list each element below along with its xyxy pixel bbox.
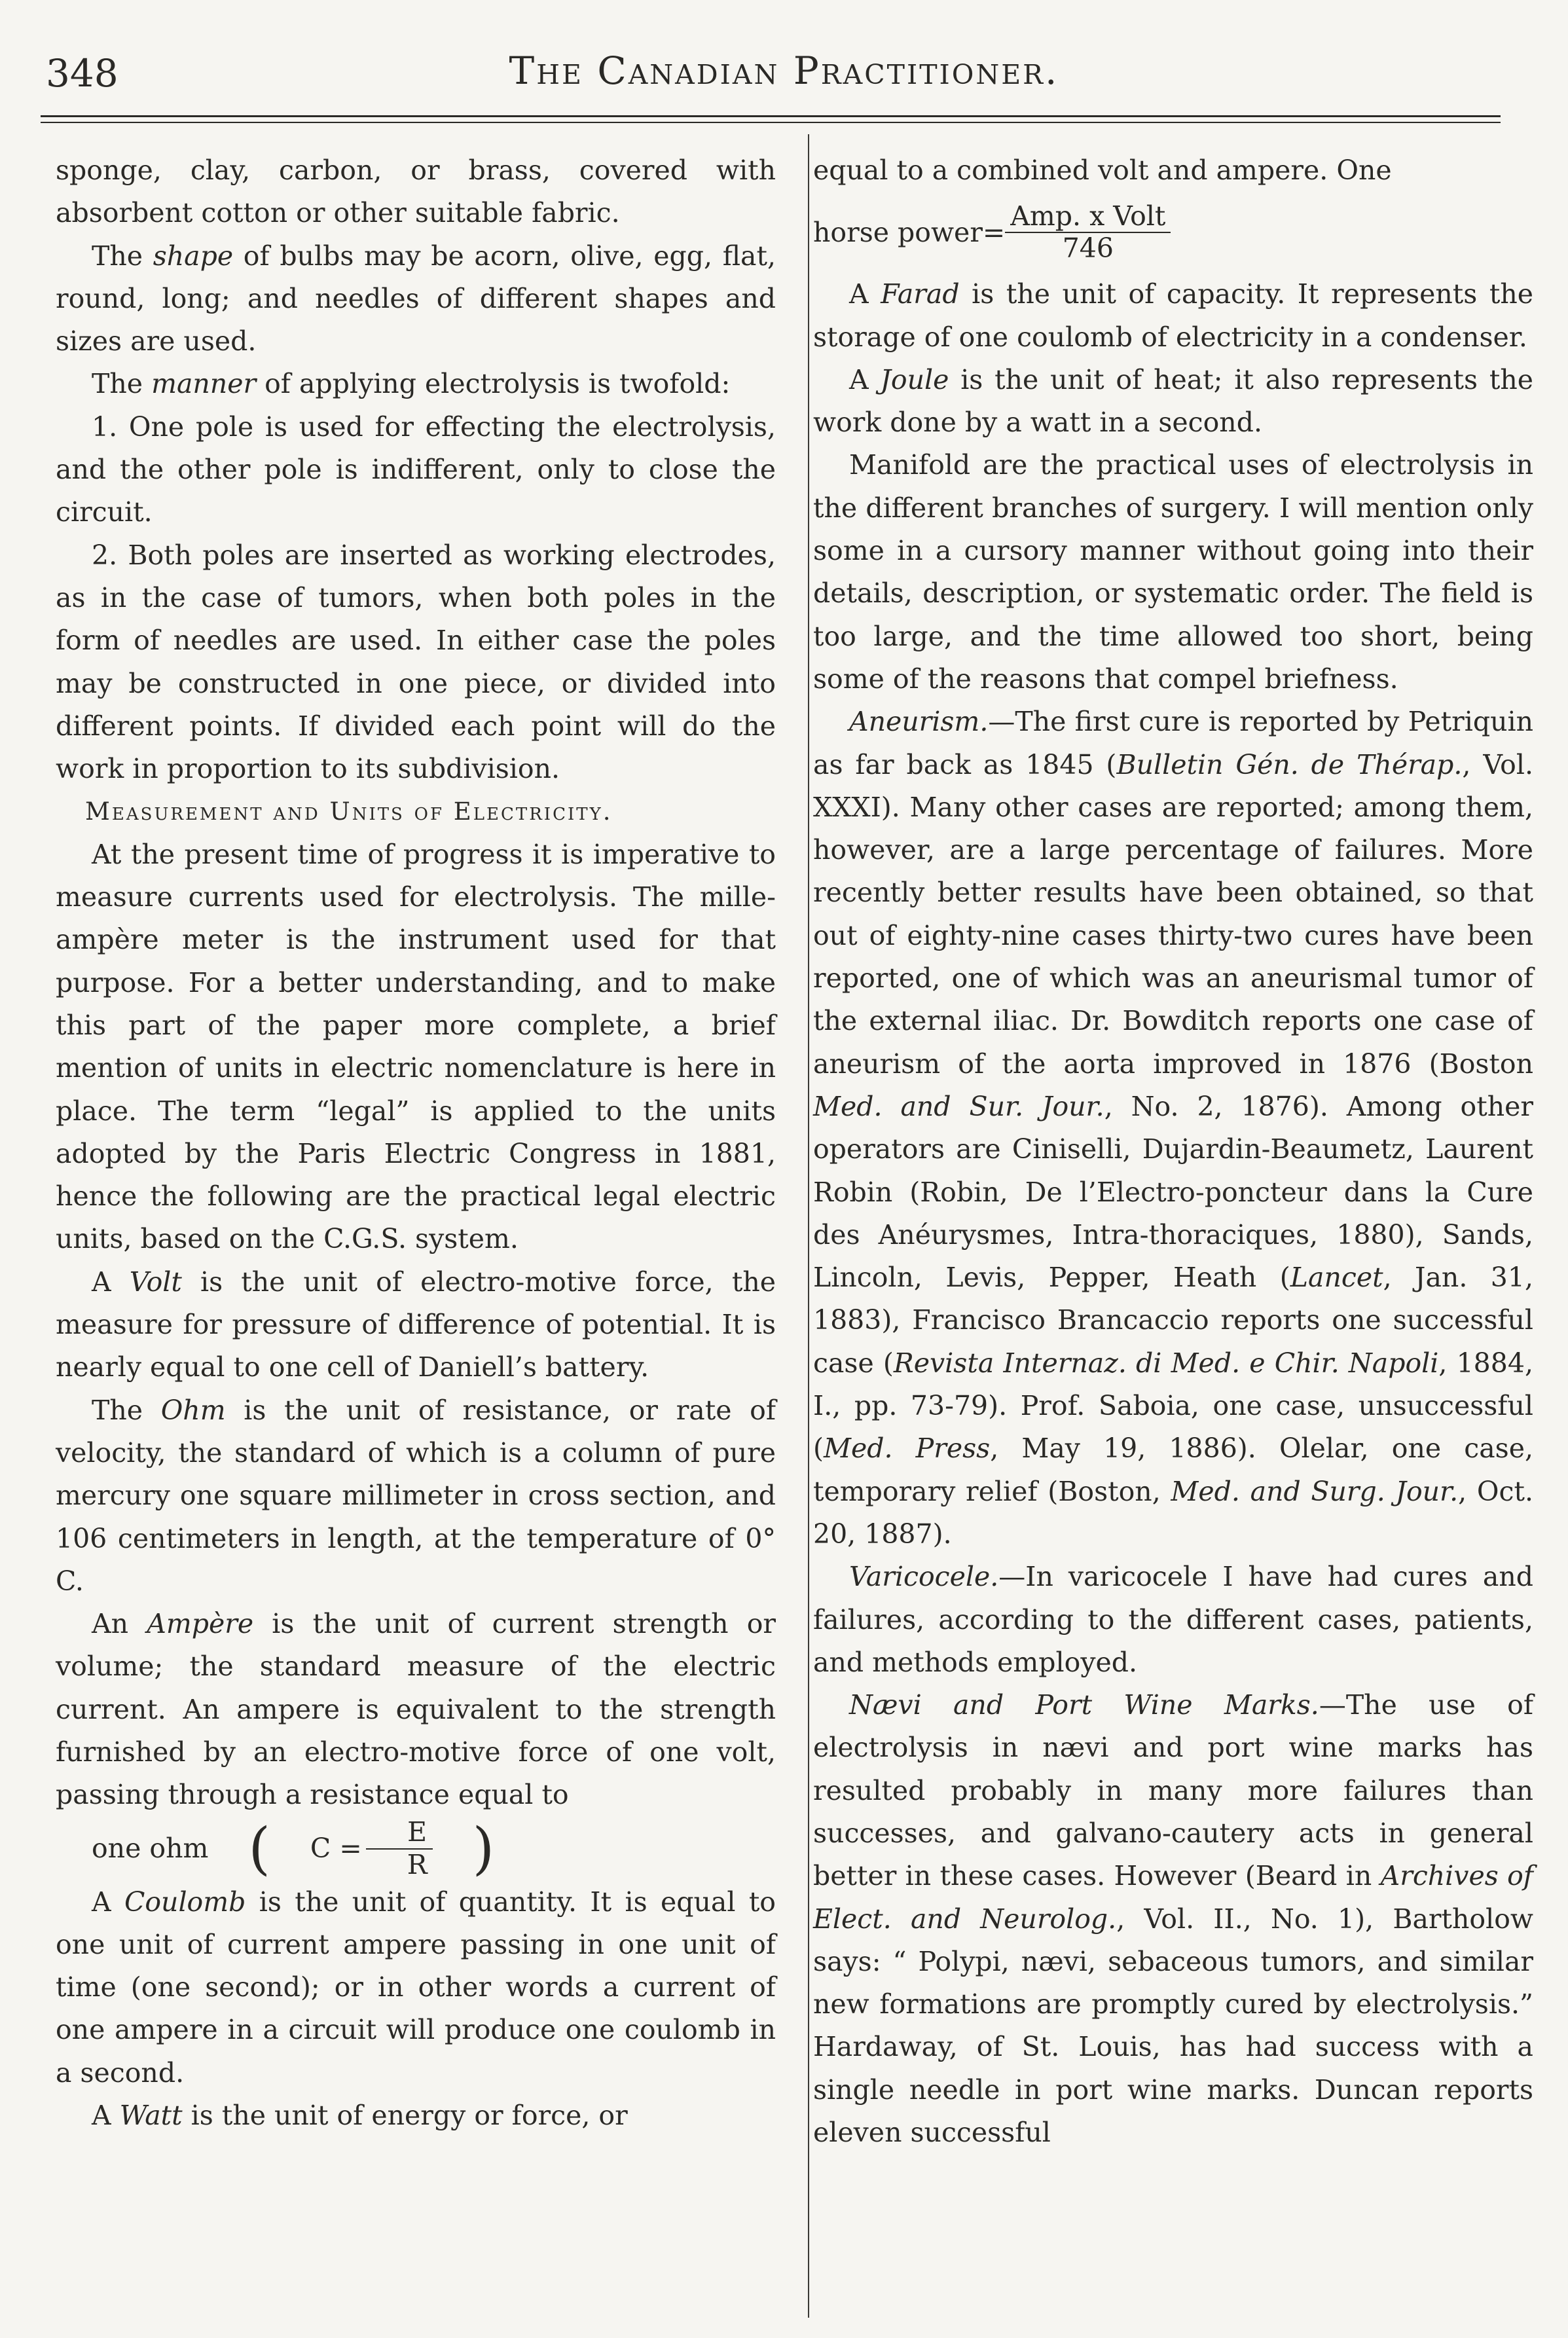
page-number: 348 (46, 51, 119, 96)
paragraph: sponge, clay, carbon, or brass, covered with absorbent cotton or other suitable fabric. (56, 155, 776, 229)
paragraph: A Farad is the unit of capacity. It represents the storage of one coulomb of electricity in a condenser. (813, 278, 1533, 353)
header-rule (41, 115, 1501, 117)
section-heading: Measurement and Units of Electricity. (85, 797, 613, 826)
fraction: $\frac{E}{R}$ (366, 1817, 433, 1880)
paragraph: Nævi and Port Wine Marks.—The use of electrolysis in nævi and port wine marks has resulted probably in many more failures than successes, and galvano-cautery acts in general better in these cases. However (Beard in Archives of Elect. and Neurolog., Vol. II., No. 1), Bartholow says: “ Polypi, nævi, sebaceous tumors, and similar new formations are promptly cured by electrolysis.” Hardaway, of St. Louis, has had success with a single needle in port wine marks. Duncan reports eleven successful (813, 1689, 1533, 2149)
fraction: $\frac{\text{Amp. x Volt}}{746}$ (1005, 201, 1171, 264)
paragraph: A Coulomb is the unit of quantity. It is equal to one unit of current ampere passing in one unit of time (one second); or in other words a current of one ampere in a circuit will produce one coulomb in a second. (56, 1886, 776, 2089)
left-column (56, 149, 776, 2137)
paragraph: A Watt is the unit of energy or force, or (92, 2100, 628, 2132)
right-column (813, 149, 1533, 2154)
running-head: The Canadian Practitioner. (509, 48, 1059, 93)
paragraph: 1. One pole is used for effecting the electrolysis, and the other pole is indifferent, only to close the circuit. (56, 411, 776, 528)
paragraph: A Joule is the unit of heat; it also represents the work done by a watt in a second. (813, 363, 1533, 439)
ohm-formula: one ohm ( C = $\frac{E}{R}$ ) (92, 1816, 495, 1882)
paragraph: Varicocele.—In varicocele I have had cures and failures, according to the different cases, patients, and methods employed. (813, 1561, 1533, 1678)
paragraph: At the present time of progress it is imperative to measure currents used for electrolysis. The mille-ampère meter is the instrument used for that purpose. For a better understanding, and to make this part of the paper more complete, a brief mention of units in electric nomenclature is here in place. The term “legal” is applied to the units adopted by the Paris Electric Congress in 1881, hence the following are the practical legal electric units, based on the C.G.S. system. (56, 838, 776, 1255)
paragraph: A Volt is the unit of electro-motive force, the measure for pressure of difference of potential. It is nearly equal to one cell of Daniell’s battery. (56, 1266, 776, 1383)
paragraph: Aneurism.—The first cure is reported by Petriquin as far back as 1845 (Bulletin Gén. de Thérap., Vol. XXXI). Many other cases are reported; among them, however, are a large percentage of failures. More recently better results have been obtained, so that out of eighty-nine cases thirty-two cures have been reported, one of which was an aneurismal tumor of the external iliac. Dr. Bowditch reports one case of aneurism of the aorta improved in 1876 (Boston Med. and Sur. Jour., No. 2, 1876). Among other operators are Ciniselli, Dujardin-Beaumetz, Laurent Robin (Robin, De l’Electro-poncteur dans la Cure des Anéurysmes, Intra-thoraciques, 1880), Sands, Lincoln, Levis, Pepper, Heath (Lancet, Jan. 31, 1883), Francisco Brancaccio reports one successful case (Revista Internaz. di Med. e Chir. Napoli, 1884, I., pp. 73-79). Prof. Saboia, one case, unsuccessful (Med. Press, May 19, 1886). Olelar, one case, temporary relief (Boston, Med. and Surg. Jour., Oct. 20, 1887). (813, 706, 1533, 1550)
paragraph: Manifold are the practical uses of electrolysis in the different branches of surgery. I will mention only some in a cursory manner without going into their details, description, or systematic order. The field is too large, and the time allowed too short, being some of the reasons that compel briefness. (813, 449, 1533, 695)
paragraph: The manner of applying electrolysis is twofold: (92, 368, 731, 400)
paragraph: The shape of bulbs may be acorn, olive, egg, flat, round, long; and needles of different shapes and sizes are used. (56, 240, 776, 357)
header-rule-thin (41, 122, 1501, 123)
horsepower-formula: horse power= $\frac{\text{Amp. x Volt}}{746}$ (813, 192, 1533, 273)
paragraph: equal to a combined volt and ampere. One (813, 155, 1392, 186)
paragraph: The Ohm is the unit of resistance, or rate of velocity, the standard of which is a column of pure mercury one square millimeter in cross section, and 106 centimeters in length, at the temperature of 0° C. (56, 1394, 776, 1597)
paragraph: 2. Both poles are inserted as working electrodes, as in the case of tumors, when both poles in the form of needles are used. In either case the poles may be constructed in one piece, or divided into different points. If divided each point will do the work in proportion to its subdivision. (56, 539, 776, 785)
column-divider (808, 134, 809, 2318)
paragraph: An Ampère is the unit of current strength or volume; the standard measure of the electric current. An ampere is equivalent to the strength furnished by an electro-motive force of one volt, passing through a resistance equal to (56, 1608, 776, 1811)
